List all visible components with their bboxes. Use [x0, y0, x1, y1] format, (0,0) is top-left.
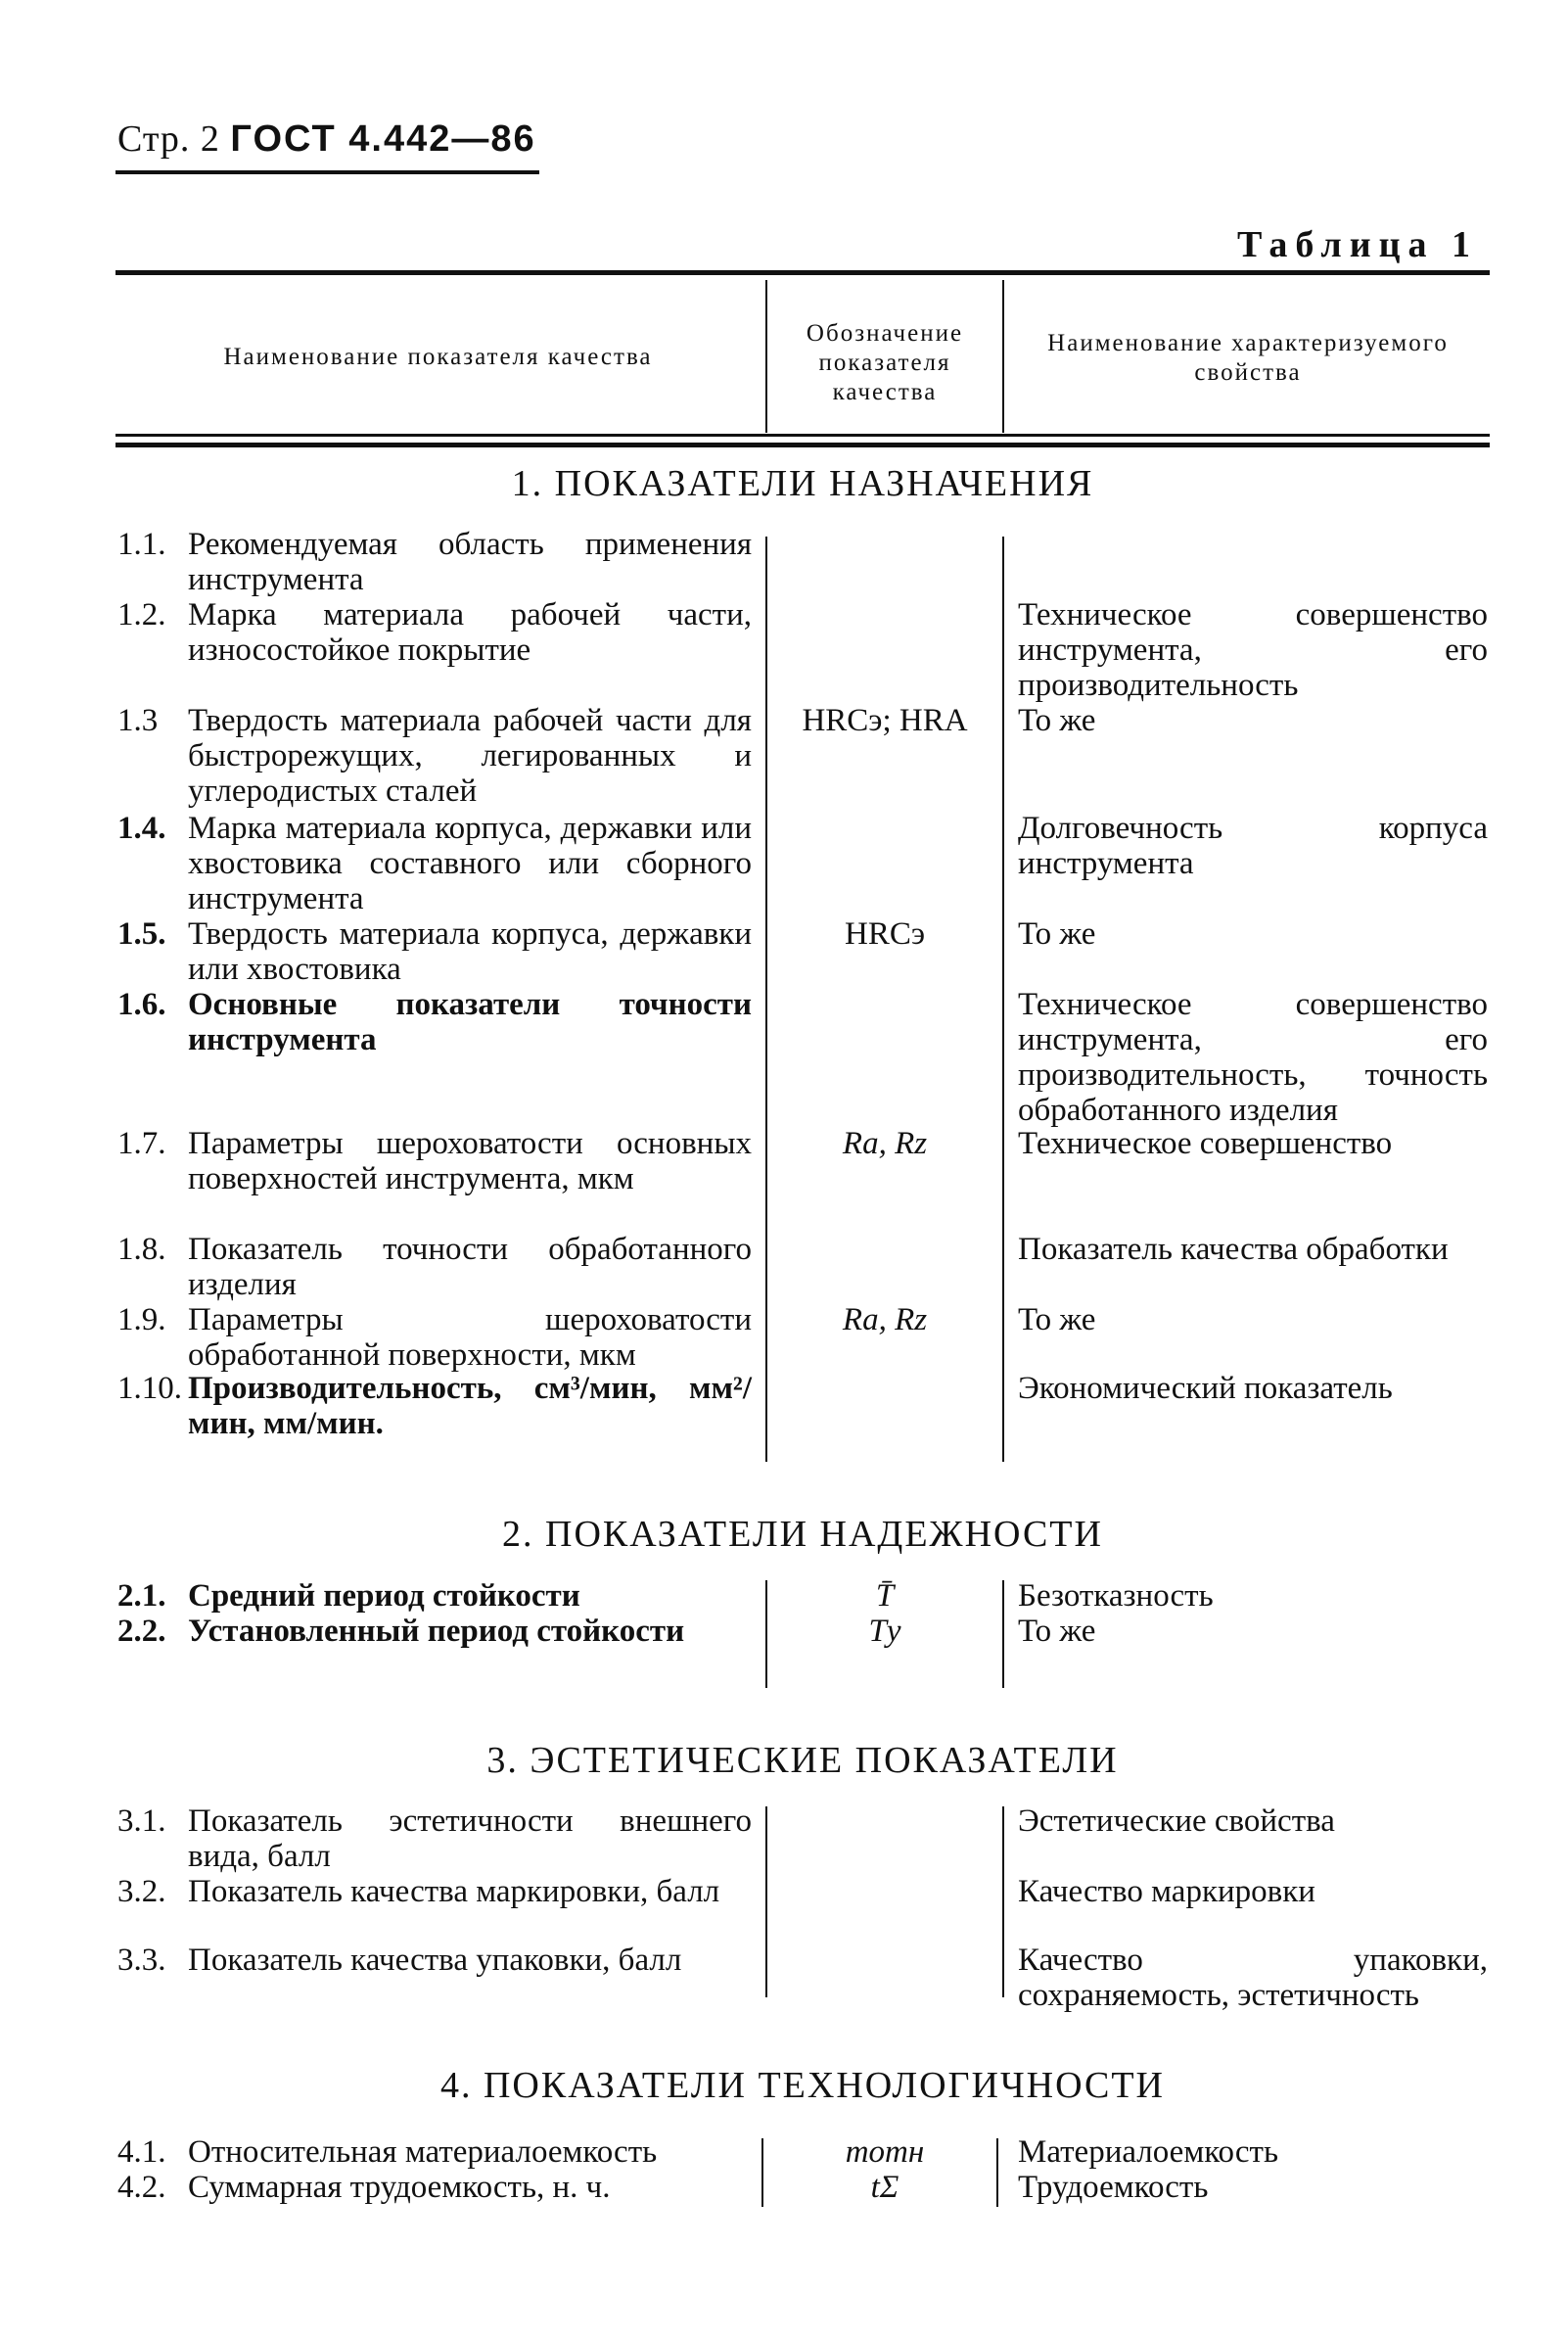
row-property: Эстетические свойства [1018, 1803, 1335, 1839]
section3-divider-2 [1002, 1806, 1004, 1997]
row-property: То же [1018, 916, 1096, 952]
row-number: 1.8. [117, 1232, 166, 1267]
row-number: 1.5. [117, 916, 166, 952]
column-header-designation: Обозначение показателя качества [806, 320, 964, 405]
row-number: 2.1. [117, 1578, 166, 1614]
row-name: Рекомендуемая область применения инструмента [188, 527, 752, 597]
row-property: Экономический показатель [1018, 1371, 1393, 1406]
row-designation: Tу [868, 1614, 901, 1649]
row-number: 1.3 [117, 703, 159, 738]
row-number: 1.7. [117, 1126, 166, 1161]
row-property: Материалоемкость [1018, 2134, 1278, 2170]
section4-divider-2 [996, 2138, 998, 2207]
row-designation: tΣ [870, 2170, 899, 2205]
row-number: 3.2. [117, 1874, 166, 1909]
row-property: Качество маркировки [1018, 1874, 1315, 1909]
row-name: Параметры шероховатости основных поверхностей инструмента, мкм [188, 1126, 752, 1196]
row-name: Средний период стойкости [188, 1578, 580, 1614]
row-name: Суммарная трудоемкость, н. ч. [188, 2170, 611, 2205]
row-number: 1.1. [117, 527, 166, 562]
column-header-name: Наименование показателя качества [223, 344, 653, 370]
row-designation: Ra, Rz [842, 1302, 928, 1337]
header-divider-2 [1002, 280, 1004, 433]
section1-divider-2 [1002, 537, 1004, 1462]
row-designation: mотн [845, 2134, 925, 2170]
section2-divider-2 [1002, 1580, 1004, 1688]
row-name: Показатель точности обработанного изделия [188, 1232, 752, 1302]
row-number: 4.2. [117, 2170, 166, 2205]
row-name: Показатель качества упаковки, балл [188, 1943, 682, 1978]
page-header [117, 117, 536, 161]
row-name: Твердость материала рабочей части для быстрорежущих, легированных и углеродистых сталей [188, 703, 752, 809]
header-bottom-rule-thick [115, 443, 1490, 447]
section4-divider-1 [761, 2138, 763, 2207]
section-title-reliability: 2. ПОКАЗАТЕЛИ НАДЕЖНОСТИ [502, 1514, 1103, 1555]
row-property: То же [1018, 1302, 1096, 1337]
header-rule [115, 170, 539, 174]
row-name: Установленный период стойкости [188, 1614, 685, 1649]
row-property: Техническое совершенство инструмента, его производительность [1018, 597, 1488, 703]
section2-divider-1 [765, 1580, 767, 1688]
row-name: Основные показатели точности инструмента [188, 987, 752, 1057]
row-name: Относительная материалоемкость [188, 2134, 658, 2170]
row-property: То же [1018, 1614, 1096, 1649]
section-title-manufacturability: 4. ПОКАЗАТЕЛИ ТЕХНОЛОГИЧНОСТИ [439, 2065, 1166, 2106]
row-property: Техническое совершенство [1018, 1126, 1393, 1161]
section3-divider-1 [765, 1806, 767, 1997]
row-name: Показатель эстетичности внешнего вида, балл [188, 1803, 752, 1874]
row-number: 2.2. [117, 1614, 166, 1649]
row-designation: Ra, Rz [842, 1126, 928, 1161]
row-designation: T̄ [875, 1578, 895, 1614]
row-property: Безотказность [1018, 1578, 1214, 1614]
table-label: Таблица 1 [1236, 224, 1478, 265]
row-designation: HRCэ; HRA [802, 703, 968, 738]
row-number: 1.4. [117, 811, 166, 846]
row-property: Трудоемкость [1018, 2170, 1209, 2205]
header-bottom-rule-thin [115, 434, 1490, 437]
row-property: Техническое совершенство инструмента, его производительность, точность обработанного изделия [1018, 987, 1488, 1128]
row-name: Твердость материала корпуса, державки или хвостовика [188, 916, 752, 987]
table-top-rule [115, 270, 1490, 275]
page-number: Стр. 2 [117, 118, 220, 160]
row-number: 1.2. [117, 597, 166, 632]
row-number: 1.10. [117, 1371, 182, 1406]
header-divider-1 [765, 280, 767, 433]
row-number: 3.3. [117, 1943, 166, 1978]
column-header-property: Наименование характеризуемого свойства [1047, 330, 1449, 386]
row-name: Показатель качества маркировки, балл [188, 1874, 720, 1909]
section-title-aesthetic: 3. ЭСТЕТИЧЕСКИЕ ПОКАЗАТЕЛИ [486, 1740, 1119, 1781]
row-number: 3.1. [117, 1803, 166, 1839]
row-designation: HRCэ [844, 916, 926, 952]
section1-divider-1 [765, 537, 767, 1462]
row-number: 1.6. [117, 987, 166, 1022]
row-property: То же [1018, 703, 1096, 738]
row-number: 1.9. [117, 1302, 166, 1337]
standard-number: ГОСТ 4.442—86 [230, 118, 536, 160]
row-number: 4.1. [117, 2134, 166, 2170]
row-name: Параметры шероховатости обработанной поверхности, мкм [188, 1302, 752, 1373]
row-property: Показатель качества обработки [1018, 1232, 1449, 1267]
row-name: Марка материала корпуса, державки или хвостовика составного или сборного инструмента [188, 811, 752, 916]
row-property: Долговечность корпуса инструмента [1018, 811, 1488, 881]
section-title-purpose: 1. ПОКАЗАТЕЛИ НАЗНАЧЕНИЯ [511, 463, 1094, 504]
row-name: Марка материала рабочей части, износостойкое покрытие [188, 597, 752, 668]
row-name: Производительность, см³/мин, мм²/мин, мм/мин. [188, 1371, 752, 1441]
row-property: Качество упаковки, сохраняемость, эстетичность [1018, 1943, 1488, 2013]
